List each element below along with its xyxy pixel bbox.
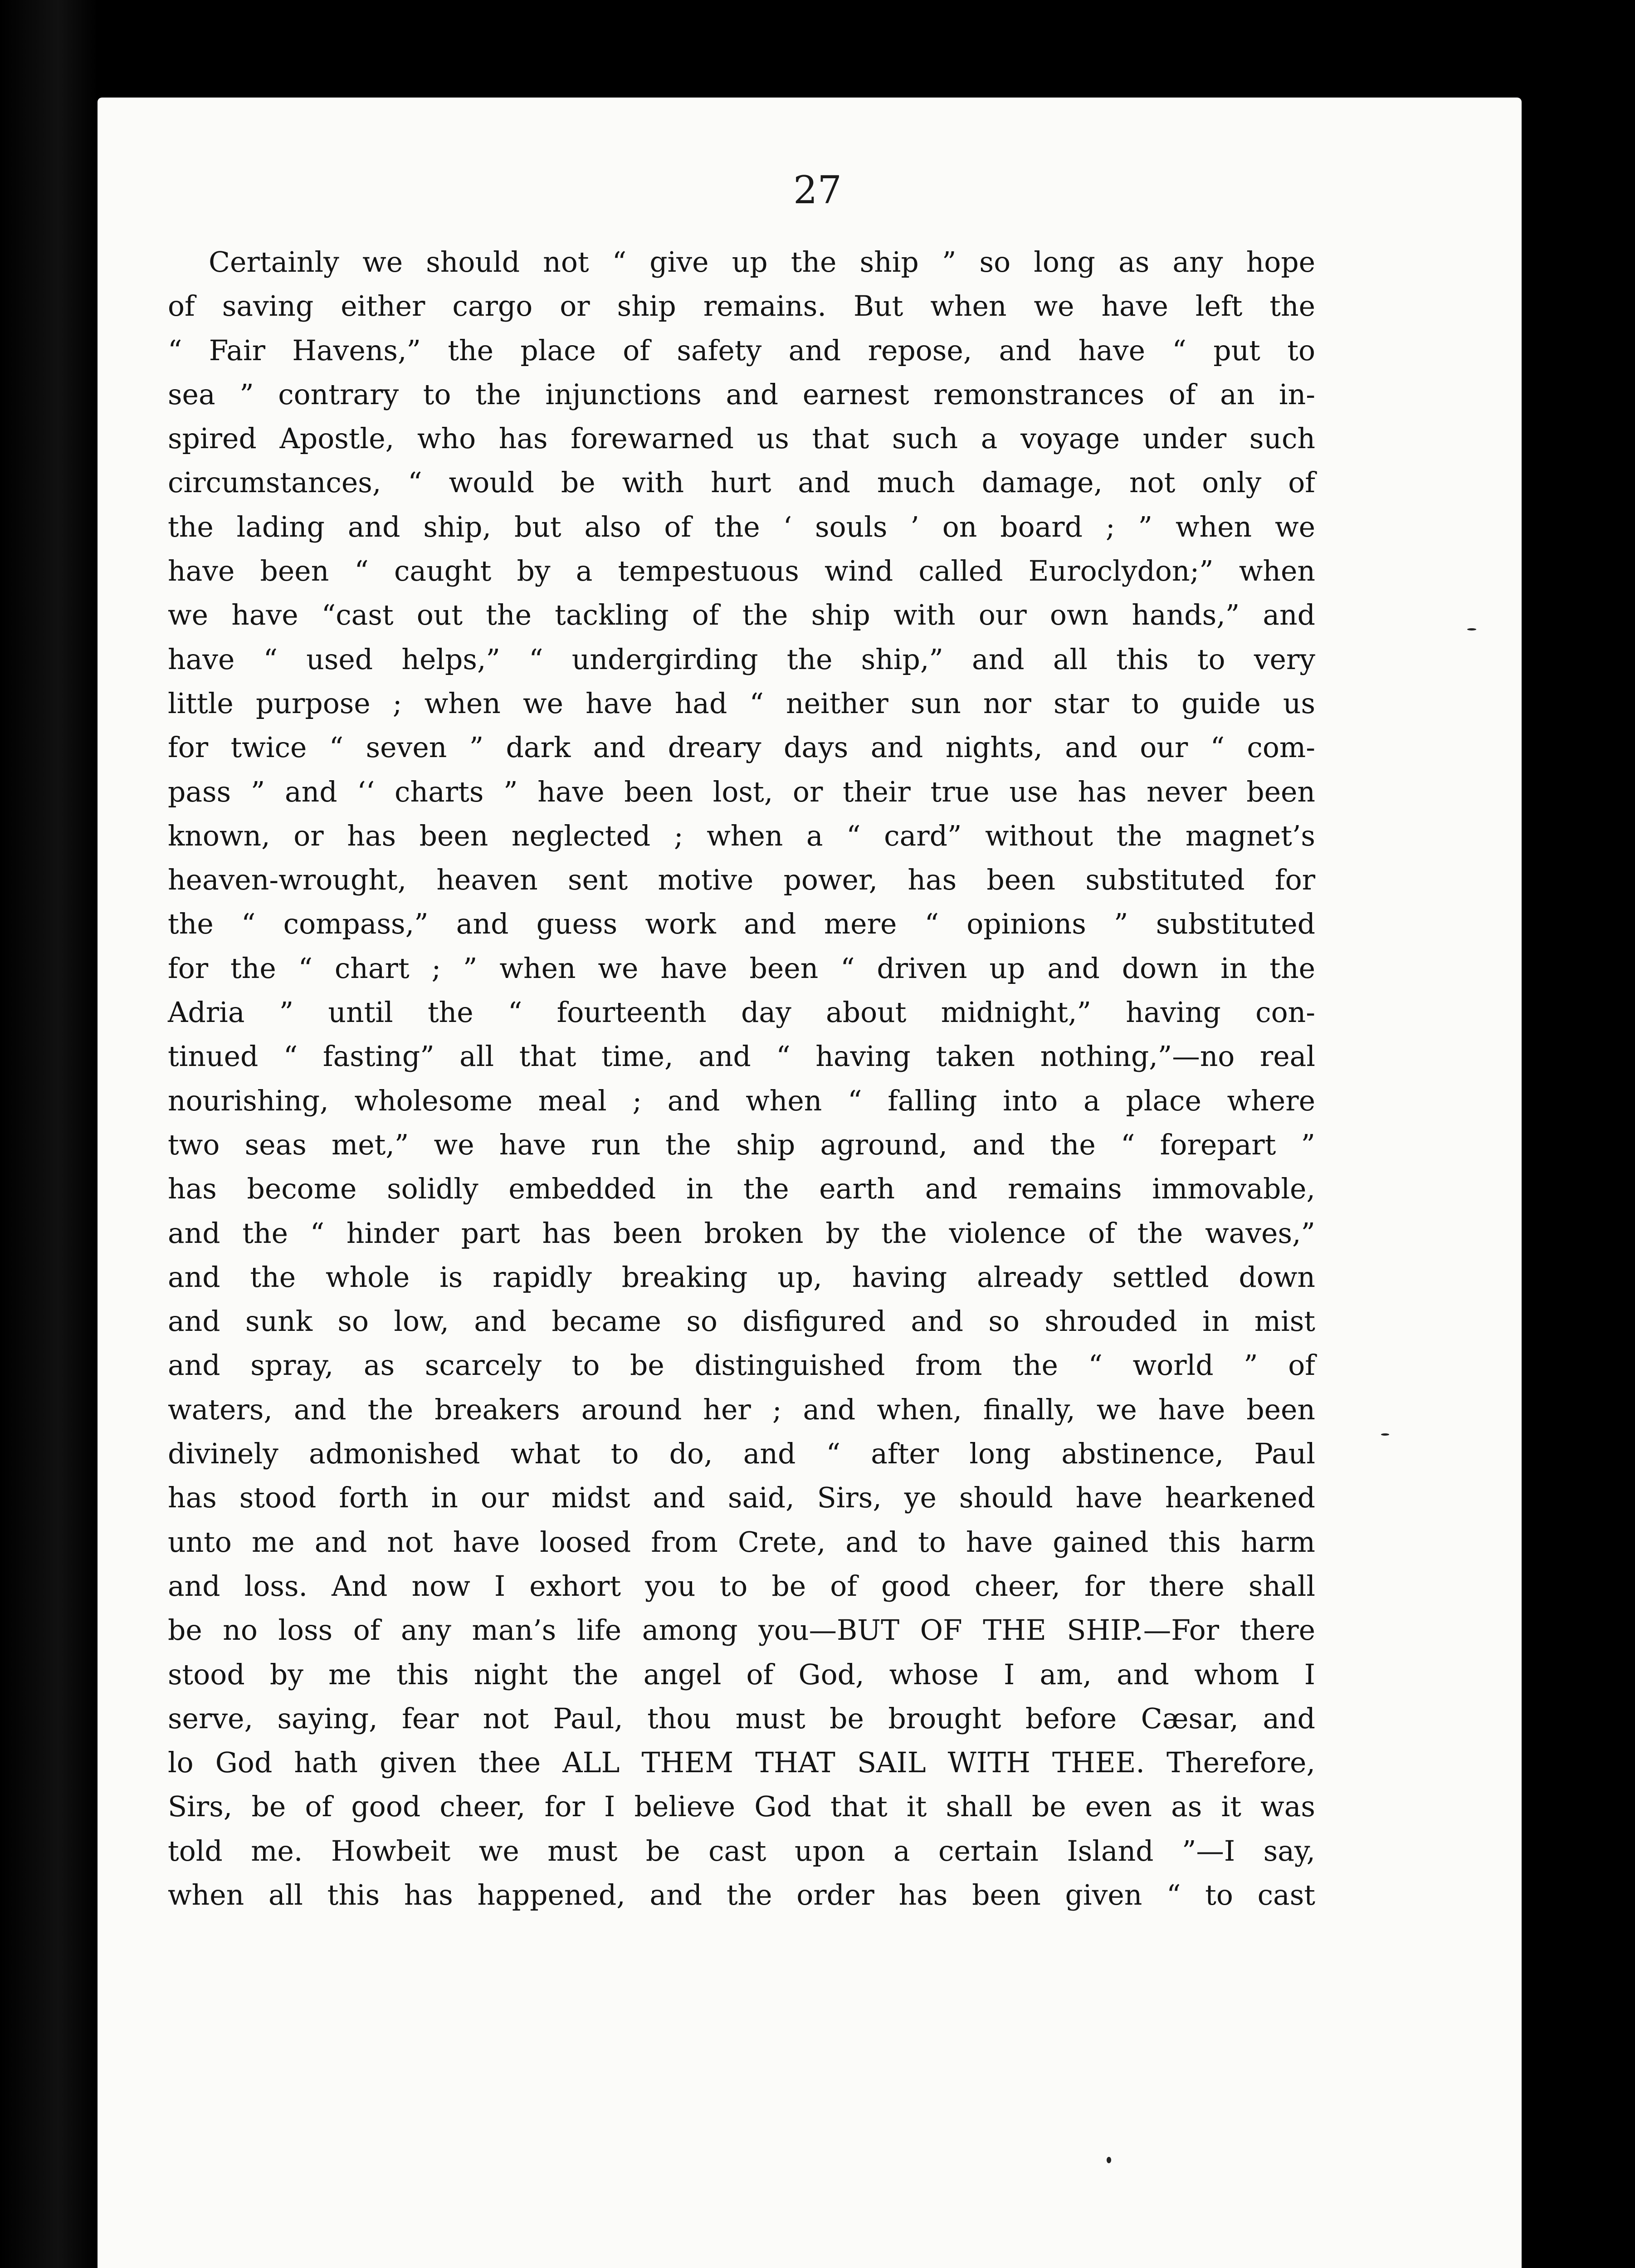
text-line: divinely admonished what to do, and “ after long abstinence, Paul [168, 1437, 1315, 1471]
text-line: spired Apostle, who has forewarned us that such a voyage under such [168, 422, 1315, 455]
text-line: when all this has happened, and the order has been given “ to cast [168, 1878, 1315, 1911]
text-line: serve, saying, fear not Paul, thou must be brought before Cæsar, and [168, 1702, 1315, 1735]
text-line: told me. Howbeit we must be cast upon a certain Island ”—I say, [168, 1834, 1315, 1867]
body-text [168, 240, 1315, 1917]
text-line: circumstances, “ would be with hurt and much damage, not only of [168, 466, 1315, 499]
text-line: have “ used helps,” “ undergirding the ship,” and all this to very [168, 643, 1315, 676]
text-line: and the “ hinder part has been broken by the violence of the waves,” [168, 1217, 1315, 1250]
text-line: and spray, as scarcely to be distinguished from the “ world ” of [168, 1349, 1315, 1382]
text-line: sea ” contrary to the injunctions and earnest remonstrances of an in- [168, 378, 1315, 411]
print-speck [1381, 1433, 1389, 1436]
text-line: unto me and not have loosed from Crete, and to have gained this harm [168, 1525, 1315, 1559]
page-number: 27 [793, 168, 842, 212]
text-line: waters, and the breakers around her ; and when, finally, we have been [168, 1393, 1315, 1426]
text-line: and the whole is rapidly breaking up, having already settled down [168, 1261, 1315, 1294]
text-line: “ Fair Havens,” the place of safety and repose, and have “ put to [168, 334, 1315, 367]
text-line: and sunk so low, and became so disfigured and so shrouded in mist [168, 1305, 1315, 1338]
text-line: be no loss of any man’s life among you—BUT OF THE SHIP.—For there [168, 1614, 1315, 1647]
text-line: have been “ caught by a tempestuous wind called Euroclydon;” when [168, 555, 1315, 588]
text-line: Adria ” until the “ fourteenth day about midnight,” having con- [168, 996, 1315, 1029]
text-line: lo God hath given thee ALL THEM THAT SAIL WITH THEE. Therefore, [168, 1746, 1315, 1779]
text-line: has stood forth in our midst and said, Sirs, ye should have hearkened [168, 1481, 1315, 1515]
text-line: the “ compass,” and guess work and mere “ opinions ” substituted [168, 908, 1315, 941]
text-line: we have “cast out the tackling of the ship with our own hands,” and [168, 599, 1315, 632]
text-line: and loss. And now I exhort you to be of good cheer, for there shall [168, 1569, 1315, 1603]
text-line: for the “ chart ; ” when we have been “ driven up and down in the [168, 952, 1315, 985]
text-line: heaven-wrought, heaven sent motive power, has been substituted for [168, 864, 1315, 897]
text-line: of saving either cargo or ship remains. But when we have left the [168, 290, 1315, 323]
text-line: tinued “ fasting” all that time, and “ having taken nothing,”—no real [168, 1040, 1315, 1073]
book-binding-edge [0, 0, 98, 2268]
text-line: has become solidly embedded in the earth and remains immovable, [168, 1173, 1315, 1206]
text-line: for twice “ seven ” dark and dreary days and nights, and our “ com- [168, 731, 1315, 764]
text-line: Certainly we should not “ give up the ship ” so long as any hope [209, 246, 1315, 279]
text-line: little purpose ; when we have had “ neither sun nor star to guide us [168, 687, 1315, 720]
text-line: nourishing, wholesome meal ; and when “ falling into a place where [168, 1084, 1315, 1117]
text-line: Sirs, be of good cheer, for I believe God that it shall be even as it was [168, 1790, 1315, 1823]
print-speck [1467, 628, 1476, 631]
text-line: the lading and ship, but also of the ‘ souls ’ on board ; ” when we [168, 510, 1315, 543]
text-line: pass ” and ‘‘ charts ” have been lost, or their true use has never been [168, 775, 1315, 808]
print-speck [1107, 2157, 1111, 2163]
text-line: known, or has been neglected ; when a “ card” without the magnet’s [168, 819, 1315, 852]
text-line: stood by me this night the angel of God, whose I am, and whom I [168, 1658, 1315, 1691]
text-line: two seas met,” we have run the ship aground, and the “ forepart ” [168, 1128, 1315, 1161]
